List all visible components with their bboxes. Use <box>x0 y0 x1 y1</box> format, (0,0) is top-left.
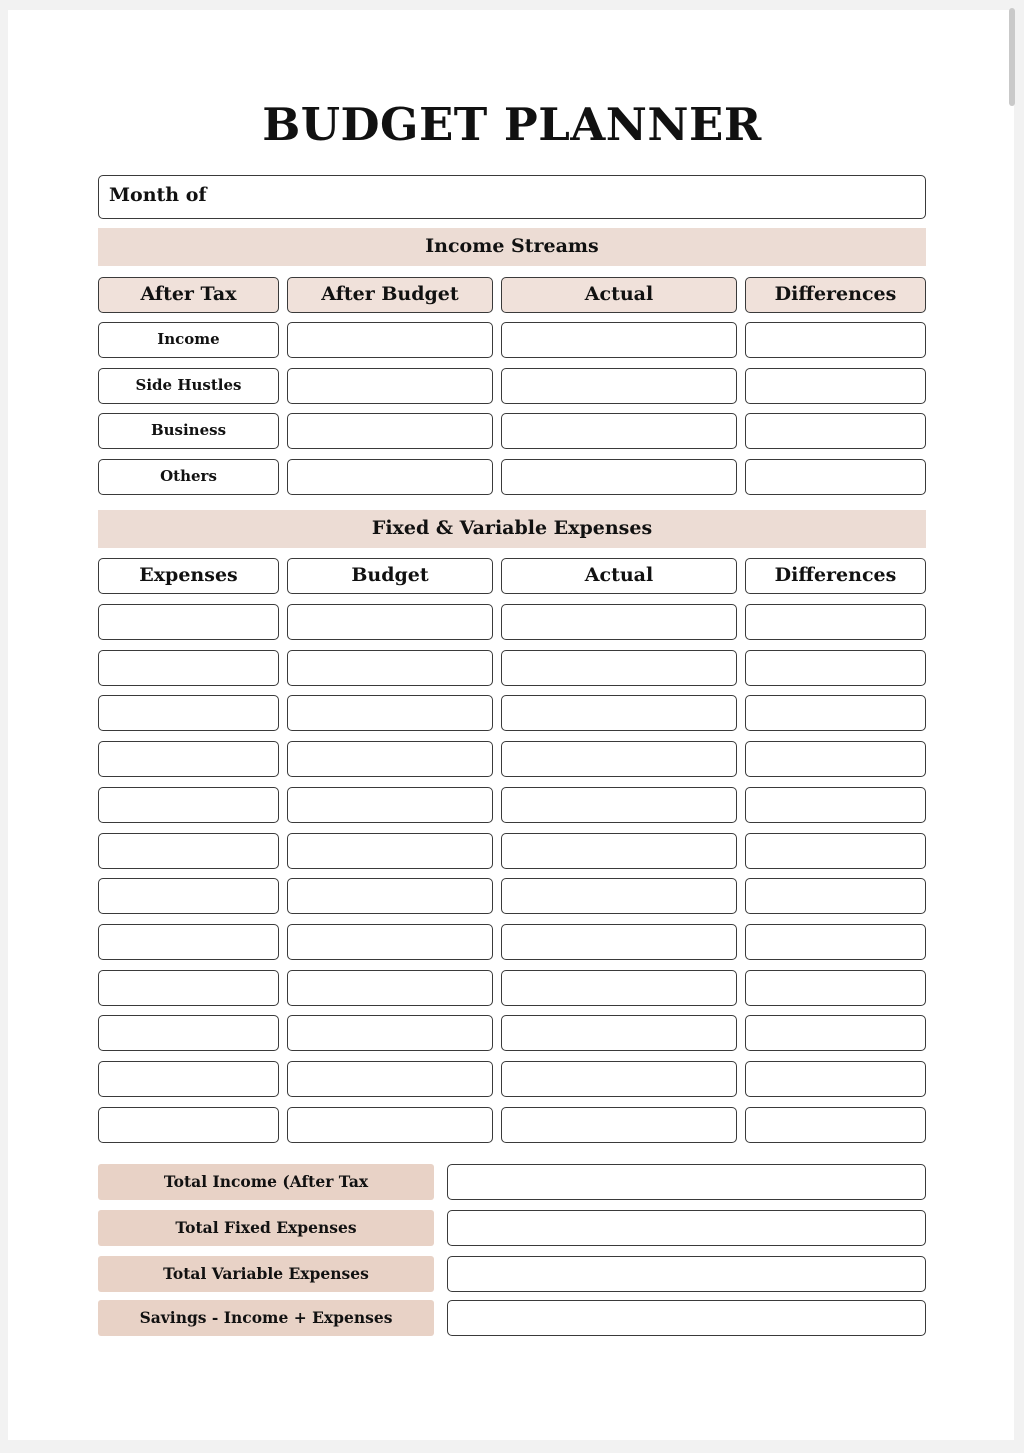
income-cell-col-4[interactable] <box>745 459 926 495</box>
expense-cell-col-1[interactable] <box>98 787 279 823</box>
expense-cell-col-2[interactable] <box>287 878 493 914</box>
expenses-header-1: Expenses <box>98 558 279 594</box>
income-cell-col-3[interactable] <box>501 413 737 449</box>
income-row-label: Others <box>98 459 279 495</box>
expense-cell-col-4[interactable] <box>745 833 926 869</box>
expense-cell-col-1[interactable] <box>98 741 279 777</box>
expense-cell-col-4[interactable] <box>745 970 926 1006</box>
expense-cell-col-2[interactable] <box>287 1061 493 1097</box>
total-label-1: Total Income (After Tax <box>98 1164 434 1200</box>
expense-cell-col-1[interactable] <box>98 1107 279 1143</box>
total-label-2: Total Fixed Expenses <box>98 1210 434 1246</box>
income-cell-col-2[interactable] <box>287 459 493 495</box>
expense-cell-col-2[interactable] <box>287 787 493 823</box>
expense-cell-col-1[interactable] <box>98 604 279 640</box>
expense-cell-col-1[interactable] <box>98 1061 279 1097</box>
expense-cell-col-4[interactable] <box>745 924 926 960</box>
income-row-label: Side Hustles <box>98 368 279 404</box>
income-cell-col-4[interactable] <box>745 368 926 404</box>
income-header-1: After Tax <box>98 277 279 313</box>
expense-cell-col-2[interactable] <box>287 695 493 731</box>
total-value-field-3[interactable] <box>447 1256 926 1292</box>
expense-cell-col-2[interactable] <box>287 741 493 777</box>
expenses-header-3: Actual <box>501 558 737 594</box>
expense-cell-col-3[interactable] <box>501 787 737 823</box>
expense-cell-col-1[interactable] <box>98 695 279 731</box>
income-cell-col-4[interactable] <box>745 413 926 449</box>
expense-cell-col-3[interactable] <box>501 1107 737 1143</box>
income-cell-col-4[interactable] <box>745 322 926 358</box>
expense-cell-col-4[interactable] <box>745 741 926 777</box>
income-row-label: Income <box>98 322 279 358</box>
expense-cell-col-2[interactable] <box>287 650 493 686</box>
expense-cell-col-3[interactable] <box>501 650 737 686</box>
income-cell-col-3[interactable] <box>501 459 737 495</box>
expense-cell-col-4[interactable] <box>745 650 926 686</box>
month-field[interactable] <box>98 175 926 219</box>
expense-cell-col-4[interactable] <box>745 1015 926 1051</box>
expenses-header-2: Budget <box>287 558 493 594</box>
total-value-field-2[interactable] <box>447 1210 926 1246</box>
income-row-label: Business <box>98 413 279 449</box>
expense-cell-col-1[interactable] <box>98 1015 279 1051</box>
expense-cell-col-4[interactable] <box>745 1061 926 1097</box>
expense-cell-col-3[interactable] <box>501 924 737 960</box>
expense-cell-col-2[interactable] <box>287 924 493 960</box>
income-cell-col-2[interactable] <box>287 413 493 449</box>
expense-cell-col-2[interactable] <box>287 1015 493 1051</box>
expense-cell-col-3[interactable] <box>501 695 737 731</box>
expense-cell-col-4[interactable] <box>745 1107 926 1143</box>
expense-cell-col-3[interactable] <box>501 604 737 640</box>
total-label-3: Total Variable Expenses <box>98 1256 434 1292</box>
income-cell-col-2[interactable] <box>287 368 493 404</box>
expense-cell-col-4[interactable] <box>745 787 926 823</box>
expense-cell-col-1[interactable] <box>98 970 279 1006</box>
total-value-field-1[interactable] <box>447 1164 926 1200</box>
expense-cell-col-4[interactable] <box>745 695 926 731</box>
expense-cell-col-3[interactable] <box>501 833 737 869</box>
expense-cell-col-1[interactable] <box>98 650 279 686</box>
expense-cell-col-3[interactable] <box>501 1061 737 1097</box>
total-value-field-4[interactable] <box>447 1300 926 1336</box>
income-cell-col-3[interactable] <box>501 322 737 358</box>
scrollbar-thumb[interactable] <box>1009 8 1015 106</box>
expense-cell-col-1[interactable] <box>98 924 279 960</box>
income-header-2: After Budget <box>287 277 493 313</box>
income-cell-col-3[interactable] <box>501 368 737 404</box>
total-label-4: Savings - Income + Expenses <box>98 1300 434 1336</box>
expense-cell-col-1[interactable] <box>98 878 279 914</box>
expense-cell-col-2[interactable] <box>287 833 493 869</box>
expense-cell-col-4[interactable] <box>745 604 926 640</box>
month-label: Month of <box>109 184 207 206</box>
expense-cell-col-2[interactable] <box>287 970 493 1006</box>
expense-cell-col-1[interactable] <box>98 833 279 869</box>
income-header-3: Actual <box>501 277 737 313</box>
page-title: BUDGET PLANNER <box>262 98 762 151</box>
expense-cell-col-3[interactable] <box>501 741 737 777</box>
expense-cell-col-3[interactable] <box>501 1015 737 1051</box>
expense-cell-col-2[interactable] <box>287 604 493 640</box>
expense-cell-col-4[interactable] <box>745 878 926 914</box>
expenses-header-4: Differences <box>745 558 926 594</box>
expense-cell-col-3[interactable] <box>501 970 737 1006</box>
income-streams-band: Income Streams <box>98 228 926 266</box>
expenses-band: Fixed & Variable Expenses <box>98 510 926 548</box>
income-cell-col-2[interactable] <box>287 322 493 358</box>
income-header-4: Differences <box>745 277 926 313</box>
expense-cell-col-2[interactable] <box>287 1107 493 1143</box>
expense-cell-col-3[interactable] <box>501 878 737 914</box>
